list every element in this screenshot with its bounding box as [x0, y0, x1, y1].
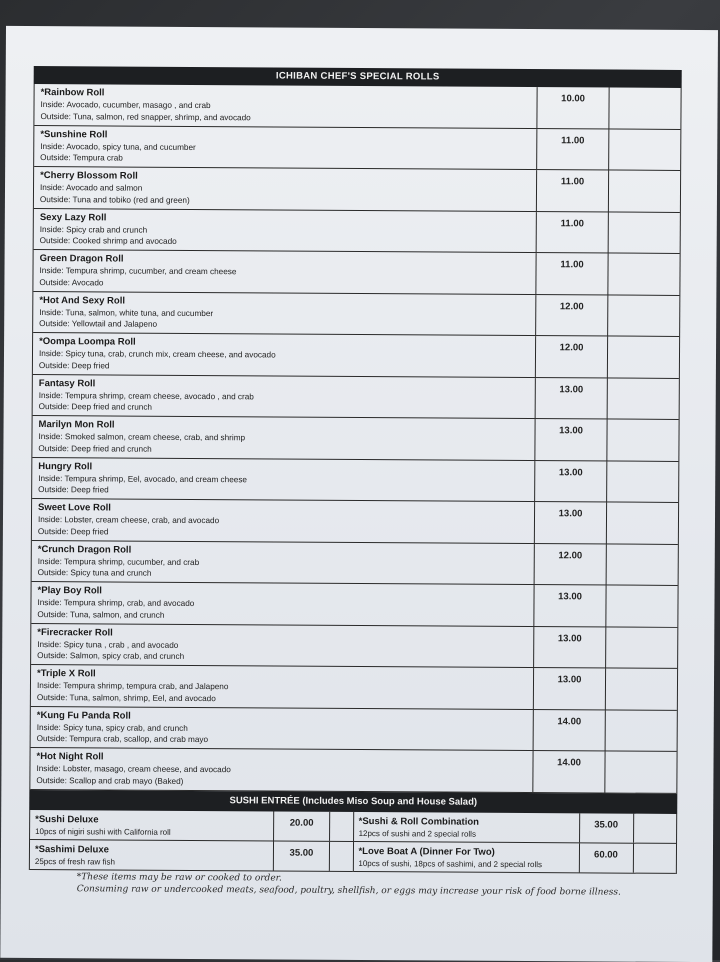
roll-name: *Firecracker Roll	[37, 626, 113, 638]
roll-blank-cell	[607, 503, 678, 544]
roll-price: 11.00	[537, 212, 609, 253]
entree-blank-cell	[634, 813, 677, 842]
roll-name: Fantasy Roll	[38, 377, 96, 389]
roll-price: 10.00	[537, 87, 609, 128]
roll-outside: Outside: Tempura crab, scallop, and crab mayo	[36, 734, 209, 745]
roll-price: 11.00	[537, 170, 609, 211]
roll-name: *Rainbow Roll	[40, 87, 105, 99]
roll-outside: Outside: Avocado	[39, 277, 104, 287]
roll-row	[31, 665, 677, 710]
roll-blank-cell	[605, 752, 676, 793]
disclaimer	[29, 870, 677, 898]
roll-description	[30, 748, 533, 792]
roll-description	[34, 126, 537, 170]
roll-price: 13.00	[535, 461, 607, 502]
entree-row	[30, 839, 353, 871]
entree-description	[354, 811, 580, 841]
roll-name: *Hot Night Roll	[36, 751, 104, 763]
roll-name: Marilyn Mon Roll	[38, 419, 115, 431]
entree-price: 60.00	[579, 843, 633, 872]
entree-row	[30, 809, 353, 841]
entree-title: SUSHI ENTRÉE (Includes Miso Soup and House Salad)	[29, 789, 677, 813]
roll-outside: Outside: Cooked shrimp and avocado	[39, 236, 177, 246]
entree-name: *Sushi Deluxe	[35, 813, 99, 825]
roll-blank-cell	[609, 88, 680, 129]
roll-row	[30, 748, 676, 793]
roll-price: 11.00	[537, 129, 609, 170]
roll-inside: Inside: Avocado, cucumber, masago , and crab	[40, 100, 211, 111]
roll-blank-cell	[608, 295, 679, 336]
roll-price: 13.00	[534, 627, 606, 668]
roll-outside: Outside: Tuna and tobiko (red and green)	[39, 194, 190, 205]
menu-sheet	[29, 66, 682, 898]
roll-inside: Inside: Tempura shrimp, crab, and avocado	[37, 598, 195, 608]
roll-row	[33, 250, 679, 295]
roll-description	[34, 208, 537, 252]
roll-name: *Play Boy Roll	[37, 585, 103, 597]
entree-price: 20.00	[274, 811, 330, 840]
roll-outside: Outside: Deep fried and crunch	[38, 402, 153, 412]
roll-blank-cell	[606, 669, 677, 710]
roll-price: 14.00	[533, 751, 605, 792]
menu-paper	[0, 26, 718, 962]
entree-price: 35.00	[274, 841, 330, 870]
roll-row	[34, 84, 680, 129]
roll-price: 13.00	[535, 502, 607, 543]
roll-blank-cell	[606, 627, 677, 668]
roll-row	[31, 706, 677, 751]
roll-outside: Outside: Salmon, spicy crab, and crunch	[37, 651, 185, 661]
roll-outside: Outside: Tuna, salmon, shrimp, Eel, and avocado	[36, 692, 216, 703]
roll-row	[31, 623, 677, 668]
roll-description	[31, 623, 534, 667]
roll-blank-cell	[608, 337, 679, 378]
entree-name: *Love Boat A (Dinner For Two)	[358, 845, 495, 858]
roll-outside: Outside: Deep fried	[38, 360, 110, 370]
roll-outside: Outside: Deep fried	[38, 485, 109, 495]
roll-name: *Oompa Loompa Roll	[39, 336, 136, 348]
entree-left-column	[30, 809, 354, 871]
menu-title: ICHIBAN CHEF'S SPECIAL ROLLS	[34, 66, 682, 88]
entree-detail: 12pcs of sushi and 2 special rolls	[358, 828, 477, 839]
roll-description	[33, 333, 536, 377]
roll-description	[32, 416, 535, 460]
roll-blank-cell	[609, 129, 680, 170]
roll-inside: Inside: Tempura shrimp, cream cheese, avocado , and crab	[38, 390, 254, 401]
roll-inside: Inside: Spicy crab and crunch	[39, 224, 148, 235]
roll-inside: Inside: Tempura shrimp, cucumber, and crab	[37, 556, 200, 567]
roll-row	[34, 167, 680, 212]
roll-description	[33, 374, 536, 418]
roll-description	[31, 665, 534, 709]
entree-detail: 10pcs of sushi, 18pcs of sashimi, and 2 special rolls	[358, 858, 543, 869]
roll-price: 12.00	[536, 295, 608, 336]
roll-description	[32, 499, 535, 543]
roll-inside: Inside: Smoked salmon, cream cheese, crab, and shrimp	[38, 432, 246, 443]
roll-description	[33, 250, 536, 294]
roll-name: Hungry Roll	[38, 460, 93, 472]
roll-name: *Cherry Blossom Roll	[40, 170, 138, 182]
roll-blank-cell	[607, 420, 678, 461]
roll-description	[32, 457, 535, 501]
disclaimer-line-2: Consuming raw or undercooked meats, seafood, poultry, shellfish, or eggs may increase your risk of food borne illness.	[76, 883, 621, 898]
roll-inside: Inside: Tuna, salmon, white tuna, and cucumber	[39, 307, 214, 318]
roll-name: Sexy Lazy Roll	[39, 211, 107, 223]
roll-inside: Inside: Tempura shrimp, tempura crab, and Jalapeno	[36, 681, 229, 692]
roll-price: 14.00	[534, 710, 606, 751]
roll-row	[33, 291, 679, 336]
roll-name: *Kung Fu Panda Roll	[36, 709, 131, 722]
roll-row	[32, 499, 678, 544]
roll-description	[31, 582, 534, 626]
roll-outside: Outside: Spicy tuna and crunch	[37, 568, 152, 578]
roll-outside: Outside: Scallop and crab mayo (Baked)	[36, 775, 184, 786]
entree-row	[354, 811, 677, 843]
roll-price: 13.00	[534, 668, 606, 709]
roll-row	[33, 333, 679, 378]
roll-row	[34, 126, 680, 171]
roll-description	[31, 706, 534, 750]
entree-blank-cell	[633, 843, 676, 872]
roll-inside: Inside: Avocado and salmon	[39, 183, 143, 193]
entree-description	[30, 839, 274, 869]
entree-blank-cell	[330, 811, 353, 840]
roll-outside: Outside: Deep fried and crunch	[38, 443, 152, 454]
roll-row	[31, 582, 677, 627]
roll-blank-cell	[606, 710, 677, 751]
roll-inside: Inside: Spicy tuna , crab , and avocado	[37, 639, 179, 650]
roll-inside: Inside: Tempura shrimp, Eel, avocado, and cream cheese	[38, 473, 248, 484]
roll-name: *Triple X Roll	[37, 668, 96, 680]
roll-description	[34, 167, 537, 211]
roll-blank-cell	[607, 461, 678, 502]
roll-outside: Outside: Tuna, salmon, red snapper, shrimp, and avocado	[40, 111, 251, 122]
roll-name: *Hot And Sexy Roll	[39, 294, 126, 307]
roll-row	[33, 374, 679, 419]
roll-description	[34, 84, 537, 128]
roll-inside: Inside: Avocado, spicy tuna, and cucumber	[40, 141, 196, 152]
roll-outside: Outside: Tempura crab	[40, 153, 123, 163]
rolls-table	[29, 84, 681, 793]
roll-inside: Inside: Spicy tuna, crab, crunch mix, cream cheese, and avocado	[38, 349, 276, 360]
roll-blank-cell	[608, 254, 679, 295]
roll-blank-cell	[608, 378, 679, 419]
roll-row	[32, 540, 678, 585]
entree-name: *Sushi & Roll Combination	[358, 815, 480, 828]
roll-outside: Outside: Deep fried	[37, 526, 109, 536]
roll-row	[34, 208, 680, 253]
entree-row	[353, 841, 676, 873]
roll-description	[33, 291, 536, 335]
roll-name: *Crunch Dragon Roll	[37, 543, 132, 556]
roll-price: 13.00	[535, 419, 607, 460]
roll-blank-cell	[606, 586, 677, 627]
roll-row	[32, 416, 678, 461]
entree-blank-cell	[330, 841, 353, 870]
roll-outside: Outside: Tuna, salmon, and crunch	[37, 609, 165, 620]
entree-name: *Sashimi Deluxe	[34, 843, 109, 855]
entree-detail: 25pcs of fresh raw fish	[34, 856, 115, 867]
roll-description	[32, 540, 535, 584]
roll-inside: Inside: Lobster, masago, cream cheese, and avocado	[36, 764, 231, 775]
roll-name: Green Dragon Roll	[39, 253, 124, 265]
roll-blank-cell	[607, 544, 678, 585]
roll-price: 12.00	[535, 544, 607, 585]
entree-description	[353, 841, 579, 871]
entree-price: 35.00	[580, 813, 634, 842]
entree-right-column	[353, 811, 676, 873]
roll-blank-cell	[609, 212, 680, 253]
roll-inside: Inside: Tempura shrimp, cucumber, and cream cheese	[39, 266, 237, 277]
roll-price: 12.00	[536, 336, 608, 377]
roll-name: Sweet Love Roll	[38, 502, 111, 514]
disclaimer-line-1: *These items may be raw or cooked to order.	[76, 871, 282, 884]
roll-inside: Inside: Spicy tuna, spicy crab, and crunch	[36, 722, 188, 733]
entree-detail: 10pcs of nigiri sushi with California roll	[35, 826, 171, 837]
roll-row	[32, 457, 678, 502]
roll-outside: Outside: Yellowtail and Jalapeno	[39, 319, 158, 329]
entree-description	[30, 809, 274, 839]
roll-inside: Inside: Lobster, cream cheese, crab, and avocado	[37, 515, 220, 526]
roll-price: 13.00	[534, 585, 606, 626]
roll-price: 13.00	[536, 378, 608, 419]
entree-table	[29, 809, 677, 873]
roll-name: *Sunshine Roll	[40, 128, 108, 140]
roll-blank-cell	[609, 171, 680, 212]
roll-price: 11.00	[536, 253, 608, 294]
